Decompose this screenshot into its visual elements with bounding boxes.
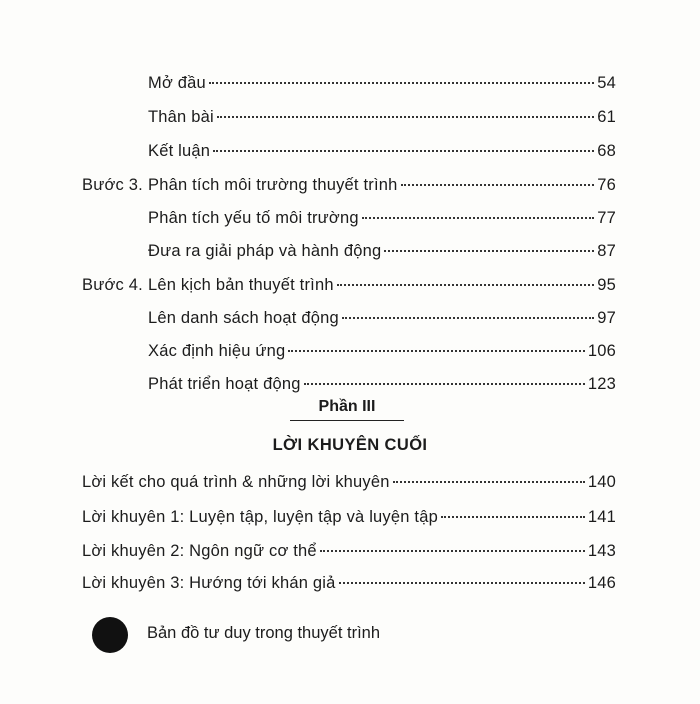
toc-entry [148,106,616,128]
mind-map-label: Bản đồ tư duy trong thuyết trình [147,624,381,642]
dot-leader [337,284,595,286]
toc-entry [82,572,616,594]
toc-entry-page: 140 [587,473,616,491]
toc-entry-label: Lên danh sách hoạt động [148,309,339,327]
toc-entry-page: 106 [587,342,616,360]
toc-entry-label: Phát triển hoạt động [148,375,301,393]
toc-entry-page: 146 [587,574,616,592]
dot-leader [342,317,594,319]
dot-leader [209,82,594,84]
toc-step-entry [82,174,616,196]
toc-entry-page: 87 [597,242,616,260]
toc-entry [148,340,616,362]
bullet-circle-icon [92,617,128,653]
dot-leader [384,250,594,252]
dot-leader [339,582,585,584]
toc-entry-page: 97 [597,309,616,327]
dot-leader [217,116,594,118]
dot-leader [288,350,584,352]
toc-entry-label: Lời khuyên 2: Ngôn ngữ cơ thể [82,542,317,560]
toc-entry-label: Đưa ra giải pháp và hành động [148,242,382,260]
toc-entry-label: Lời khuyên 3: Hướng tới khán giả [82,574,336,592]
toc-entry-label: Lên kịch bản thuyết trình [148,276,334,294]
dot-leader [401,184,595,186]
toc-step-number: Bước 4. [82,276,143,294]
toc-entry [148,240,616,262]
toc-entry-page: 95 [597,276,616,294]
toc-entry-page: 77 [597,209,616,227]
toc-step-number: Bước 3. [82,176,143,194]
toc-step-entry [82,274,616,296]
dot-leader [320,550,585,552]
toc-entry-page: 141 [587,508,616,526]
toc-entry-page: 54 [597,74,616,92]
toc-entry [148,140,616,162]
part-heading: Phần III [290,398,404,421]
toc-entry-label: Lời khuyên 1: Luyện tập, luyện tập và luyện tập [82,508,438,526]
toc-entry [148,72,616,94]
toc-entry-label: Thân bài [148,108,214,126]
toc-entry-page: 61 [597,108,616,126]
dot-leader [393,481,585,483]
dot-leader [441,516,585,518]
toc-entry-label: Mở đầu [148,74,206,92]
toc-entry-label: Lời kết cho quá trình & những lời khuyên [82,473,390,491]
dot-leader [362,217,595,219]
part-title: LỜI KHUYÊN CUỐI [272,436,428,454]
toc-entry-label: Xác định hiệu ứng [148,342,286,360]
toc-entry [82,540,616,562]
toc-entry-page: 68 [597,142,616,160]
toc-entry-label: Phân tích môi trường thuyết trình [148,176,398,194]
toc-entry [82,506,616,528]
toc-entry [148,373,616,395]
toc-entry-page: 76 [597,176,616,194]
toc-entry [82,471,616,493]
toc-entry-label: Kết luận [148,142,211,160]
dot-leader [304,383,585,385]
toc-entry-page: 143 [587,542,616,560]
toc-entry-page: 123 [587,375,616,393]
dot-leader [213,150,594,152]
toc-entry-label: Phân tích yếu tố môi trường [148,209,359,227]
toc-entry [148,207,616,229]
toc-entry [148,307,616,329]
